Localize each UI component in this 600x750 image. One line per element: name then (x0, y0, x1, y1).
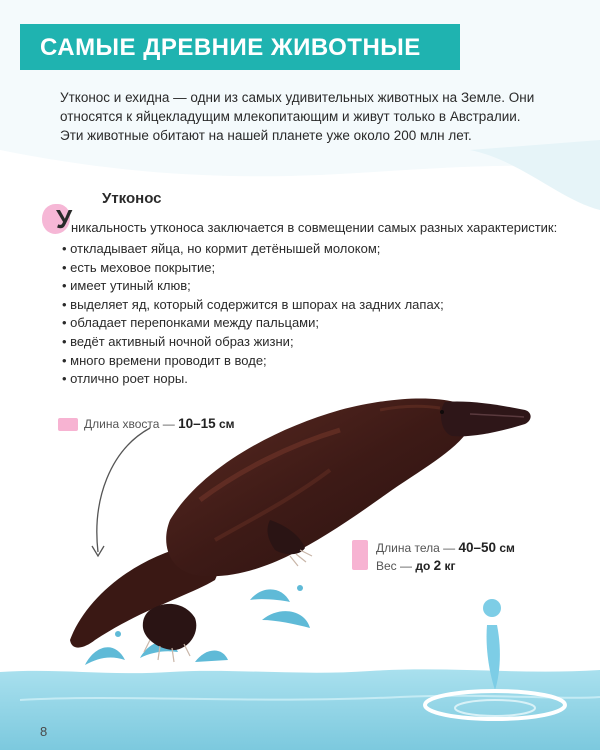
weight-prefix: до (415, 559, 431, 573)
list-item: • отлично роет норы. (62, 370, 444, 389)
weight-value: 2 (433, 558, 442, 573)
water-surface (0, 669, 600, 750)
body-length-value: 40–50 (458, 540, 497, 555)
tail-label-text: Длина хвоста — (84, 417, 175, 431)
tail-length-value: 10–15 (178, 416, 216, 431)
list-item: • откладывает яйца, но кормит детёнышей молоком; (62, 240, 444, 259)
list-item: • есть меховое покрытие; (62, 259, 444, 278)
body-label-swatch (352, 540, 368, 570)
right-splash (250, 585, 310, 628)
dropcap-letter: У (56, 204, 73, 234)
body-length-label (376, 540, 515, 555)
intro-line: Утконос и ехидна — одни из самых удивительных животных на Земле. Они (60, 90, 535, 105)
intro-line: Эти животные обитают на нашей планете уже около 200 млн лет. (60, 128, 472, 143)
page-title: САМЫЕ ДРЕВНИЕ ЖИВОТНЫЕ (40, 34, 421, 61)
body-label-text: Длина тела — (376, 541, 456, 555)
list-item: • выделяет яд, который содержится в шпорах на задних лапах; (62, 296, 444, 315)
list-item: • имеет утиный клюв; (62, 277, 444, 296)
weight-unit: кг (444, 559, 456, 573)
section-heading: Утконос (102, 190, 162, 207)
weight-label-text: Вес — (376, 559, 413, 573)
section-lead: никальность утконоса заключается в совмещении самых разных характеристик: (71, 220, 558, 235)
intro-paragraph (60, 88, 560, 145)
list-item: • ведёт активный ночной образ жизни; (62, 333, 444, 352)
list-item: • много времени проводит в воде; (62, 352, 444, 371)
page-number: 8 (40, 724, 48, 739)
body-length-unit: см (499, 541, 515, 555)
background-wave (470, 140, 600, 210)
feature-list (62, 240, 444, 389)
list-item: • обладает перепонками между пальцами; (62, 314, 444, 333)
weight-label (376, 558, 456, 573)
intro-line: относятся к яйцекладущим млекопитающим и живут только в Австралии. (60, 109, 521, 124)
tail-length-label (84, 416, 235, 431)
tail-arrow (97, 428, 150, 552)
tail-label-swatch (58, 418, 78, 431)
tail-length-unit: см (218, 417, 235, 431)
